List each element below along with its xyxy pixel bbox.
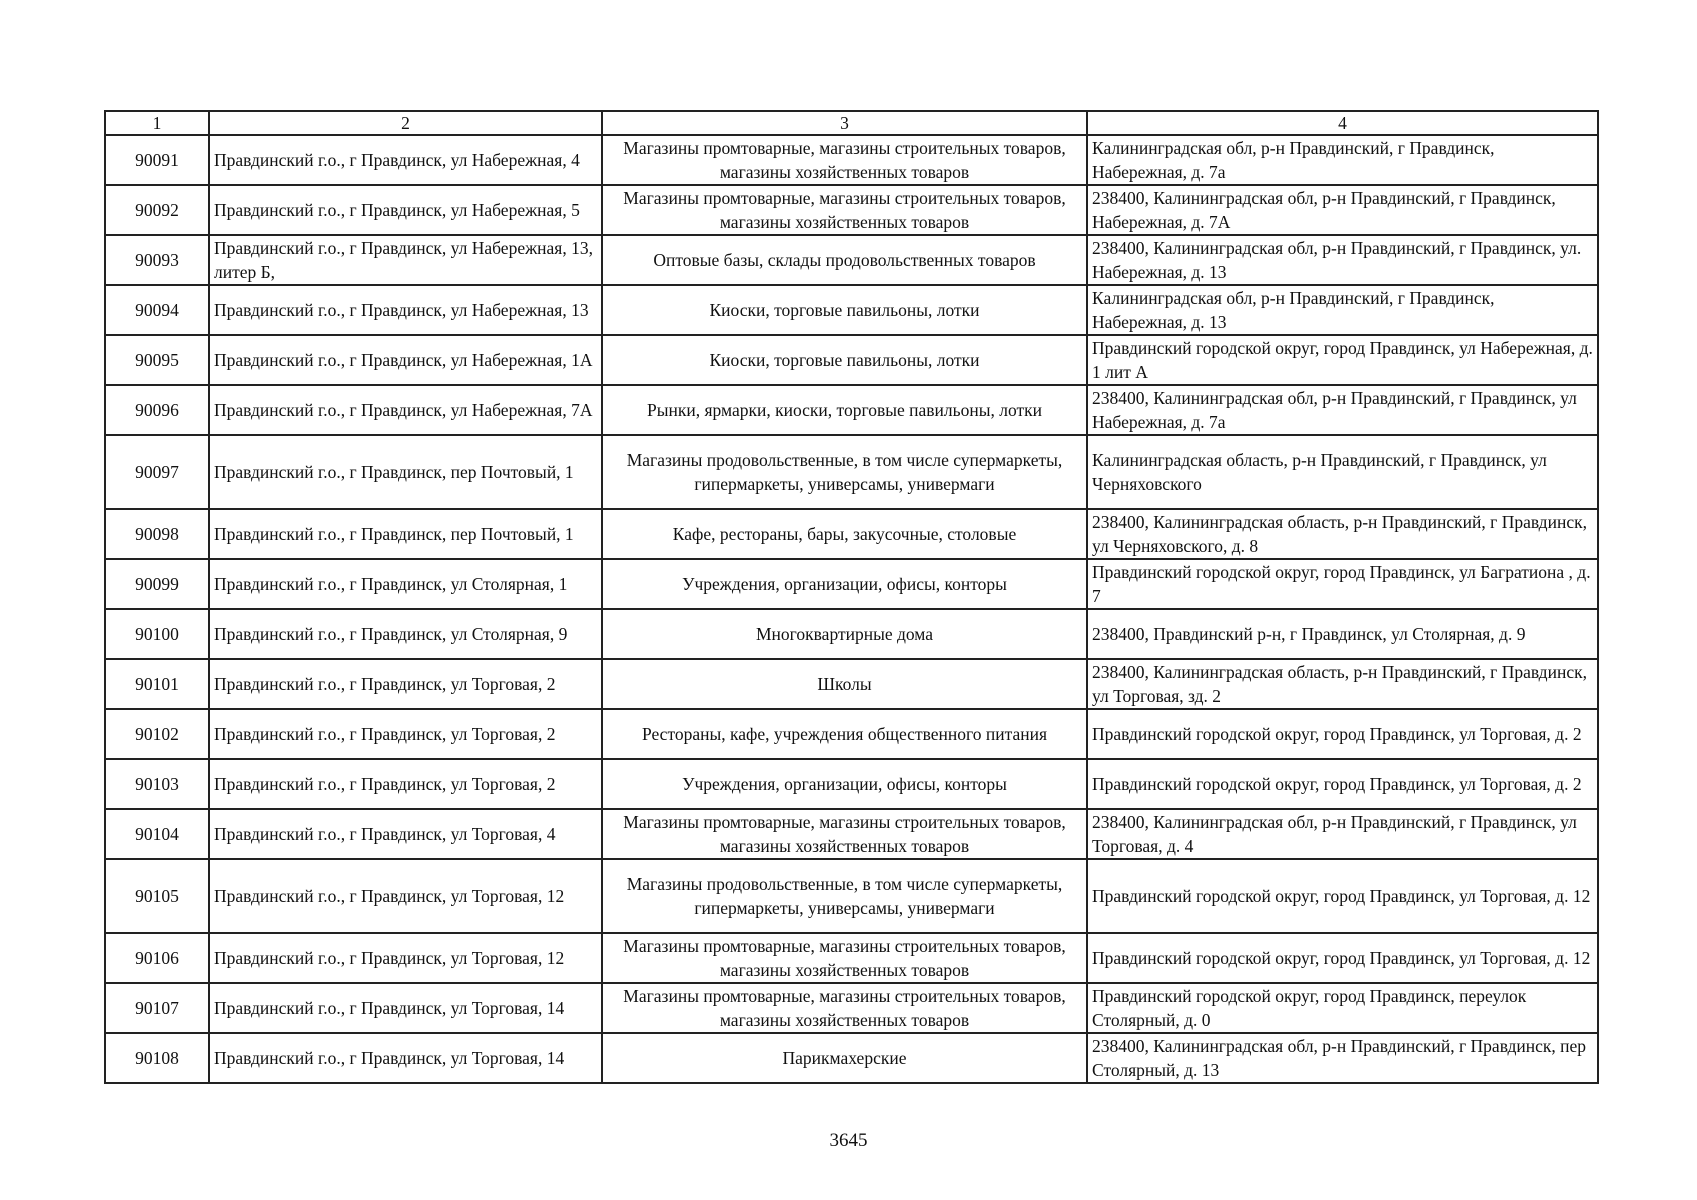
- object-type-cell: Рынки, ярмарки, киоски, торговые павильоны, лотки: [602, 385, 1087, 435]
- address-cell: Правдинский городской округ, город Правдинск, переулок Столярный, д. 0: [1087, 983, 1598, 1033]
- object-type-cell: Кафе, рестораны, бары, закусочные, столовые: [602, 509, 1087, 559]
- location-cell: Правдинский г.о., г Правдинск, ул Столярная, 1: [209, 559, 602, 609]
- column-header-3: 3: [602, 111, 1087, 135]
- address-cell: Правдинский городской округ, город Правдинск, ул Торговая, д. 2: [1087, 759, 1598, 809]
- table-row: [105, 759, 1598, 809]
- object-type-cell: Киоски, торговые павильоны, лотки: [602, 285, 1087, 335]
- location-cell: Правдинский г.о., г Правдинск, ул Торговая, 12: [209, 933, 602, 983]
- table-row: [105, 385, 1598, 435]
- object-type-cell: Магазины промтоварные, магазины строительных товаров, магазины хозяйственных товаров: [602, 135, 1087, 185]
- address-cell: Правдинский городской округ, город Правдинск, ул Торговая, д. 12: [1087, 933, 1598, 983]
- column-header-1: 1: [105, 111, 209, 135]
- address-cell: Правдинский городской округ, город Правдинск, ул Торговая, д. 2: [1087, 709, 1598, 759]
- table-row: [105, 135, 1598, 185]
- object-type-cell: Школы: [602, 659, 1087, 709]
- table-row: [105, 983, 1598, 1033]
- object-type-cell: Учреждения, организации, офисы, конторы: [602, 559, 1087, 609]
- address-cell: Калининградская обл, р-н Правдинский, г Правдинск, Набережная, д. 7а: [1087, 135, 1598, 185]
- row-id-cell: 90098: [105, 509, 209, 559]
- location-cell: Правдинский г.о., г Правдинск, ул Набережная, 13: [209, 285, 602, 335]
- object-type-cell: Многоквартирные дома: [602, 609, 1087, 659]
- location-cell: Правдинский г.о., г Правдинск, пер Почтовый, 1: [209, 435, 602, 509]
- table-row: [105, 659, 1598, 709]
- address-cell: Правдинский городской округ, город Правдинск, ул Набережная, д. 1 лит А: [1087, 335, 1598, 385]
- table-row: [105, 809, 1598, 859]
- location-cell: Правдинский г.о., г Правдинск, ул Торговая, 14: [209, 983, 602, 1033]
- row-id-cell: 90099: [105, 559, 209, 609]
- location-cell: Правдинский г.о., г Правдинск, ул Торговая, 14: [209, 1033, 602, 1083]
- address-cell: Правдинский городской округ, город Правдинск, ул Багратиона , д. 7: [1087, 559, 1598, 609]
- row-id-cell: 90094: [105, 285, 209, 335]
- table-body: [105, 135, 1598, 1083]
- object-type-cell: Рестораны, кафе, учреждения общественного питания: [602, 709, 1087, 759]
- table-row: [105, 933, 1598, 983]
- table-row: [105, 509, 1598, 559]
- location-cell: Правдинский г.о., г Правдинск, ул Торговая, 4: [209, 809, 602, 859]
- row-id-cell: 90105: [105, 859, 209, 933]
- table-row: [105, 285, 1598, 335]
- table-row: [105, 1033, 1598, 1083]
- object-type-cell: Магазины промтоварные, магазины строительных товаров, магазины хозяйственных товаров: [602, 983, 1087, 1033]
- location-cell: Правдинский г.о., г Правдинск, ул Торговая, 2: [209, 659, 602, 709]
- address-cell: Правдинский городской округ, город Правдинск, ул Торговая, д. 12: [1087, 859, 1598, 933]
- location-cell: Правдинский г.о., г Правдинск, ул Столярная, 9: [209, 609, 602, 659]
- column-header-2: 2: [209, 111, 602, 135]
- address-cell: Калининградская обл, р-н Правдинский, г Правдинск, Набережная, д. 13: [1087, 285, 1598, 335]
- table-row: [105, 335, 1598, 385]
- table-row: [105, 435, 1598, 509]
- object-type-cell: Парикмахерские: [602, 1033, 1087, 1083]
- location-cell: Правдинский г.о., г Правдинск, ул Набережная, 1А: [209, 335, 602, 385]
- address-cell: 238400, Правдинский р-н, г Правдинск, ул Столярная, д. 9: [1087, 609, 1598, 659]
- object-type-cell: Магазины продовольственные, в том числе супермаркеты, гипермаркеты, универсамы, универмаги: [602, 435, 1087, 509]
- table-row: [105, 559, 1598, 609]
- address-cell: 238400, Калининградская обл, р-н Правдинский, г Правдинск, ул. Набережная, д. 13: [1087, 235, 1598, 285]
- row-id-cell: 90095: [105, 335, 209, 385]
- row-id-cell: 90097: [105, 435, 209, 509]
- location-cell: Правдинский г.о., г Правдинск, ул Торговая, 12: [209, 859, 602, 933]
- row-id-cell: 90107: [105, 983, 209, 1033]
- registry-table: [104, 110, 1599, 1084]
- address-cell: Калининградская область, р-н Правдинский, г Правдинск, ул Черняховского: [1087, 435, 1598, 509]
- table-row: [105, 235, 1598, 285]
- row-id-cell: 90102: [105, 709, 209, 759]
- object-type-cell: Киоски, торговые павильоны, лотки: [602, 335, 1087, 385]
- object-type-cell: Магазины промтоварные, магазины строительных товаров, магазины хозяйственных товаров: [602, 809, 1087, 859]
- location-cell: Правдинский г.о., г Правдинск, ул Набережная, 13, литер Б,: [209, 235, 602, 285]
- row-id-cell: 90096: [105, 385, 209, 435]
- column-header-4: 4: [1087, 111, 1598, 135]
- row-id-cell: 90101: [105, 659, 209, 709]
- address-cell: 238400, Калининградская обл, р-н Правдинский, г Правдинск, ул Торговая, д. 4: [1087, 809, 1598, 859]
- row-id-cell: 90108: [105, 1033, 209, 1083]
- row-id-cell: 90093: [105, 235, 209, 285]
- row-id-cell: 90106: [105, 933, 209, 983]
- row-id-cell: 90091: [105, 135, 209, 185]
- address-cell: 238400, Калининградская обл, р-н Правдинский, г Правдинск, ул Набережная, д. 7а: [1087, 385, 1598, 435]
- table-row: [105, 185, 1598, 235]
- location-cell: Правдинский г.о., г Правдинск, пер Почтовый, 1: [209, 509, 602, 559]
- address-cell: 238400, Калининградская область, р-н Правдинский, г Правдинск, ул Черняховского, д. 8: [1087, 509, 1598, 559]
- table-row: [105, 859, 1598, 933]
- page-number: 3645: [829, 1130, 868, 1151]
- object-type-cell: Магазины продовольственные, в том числе супермаркеты, гипермаркеты, универсамы, универмаги: [602, 859, 1087, 933]
- location-cell: Правдинский г.о., г Правдинск, ул Набережная, 4: [209, 135, 602, 185]
- address-cell: 238400, Калининградская область, р-н Правдинский, г Правдинск, ул Торговая, зд. 2: [1087, 659, 1598, 709]
- row-id-cell: 90100: [105, 609, 209, 659]
- address-cell: 238400, Калининградская обл, р-н Правдинский, г Правдинск, пер Столярный, д. 13: [1087, 1033, 1598, 1083]
- location-cell: Правдинский г.о., г Правдинск, ул Набережная, 5: [209, 185, 602, 235]
- address-cell: 238400, Калининградская обл, р-н Правдинский, г Правдинск, Набережная, д. 7А: [1087, 185, 1598, 235]
- object-type-cell: Магазины промтоварные, магазины строительных товаров, магазины хозяйственных товаров: [602, 185, 1087, 235]
- row-id-cell: 90092: [105, 185, 209, 235]
- location-cell: Правдинский г.о., г Правдинск, ул Торговая, 2: [209, 759, 602, 809]
- location-cell: Правдинский г.о., г Правдинск, ул Торговая, 2: [209, 709, 602, 759]
- row-id-cell: 90104: [105, 809, 209, 859]
- object-type-cell: Оптовые базы, склады продовольственных товаров: [602, 235, 1087, 285]
- object-type-cell: Учреждения, организации, офисы, конторы: [602, 759, 1087, 809]
- row-id-cell: 90103: [105, 759, 209, 809]
- object-type-cell: Магазины промтоварные, магазины строительных товаров, магазины хозяйственных товаров: [602, 933, 1087, 983]
- location-cell: Правдинский г.о., г Правдинск, ул Набережная, 7А: [209, 385, 602, 435]
- header-row: [105, 111, 1598, 135]
- table-row: [105, 709, 1598, 759]
- table-row: [105, 609, 1598, 659]
